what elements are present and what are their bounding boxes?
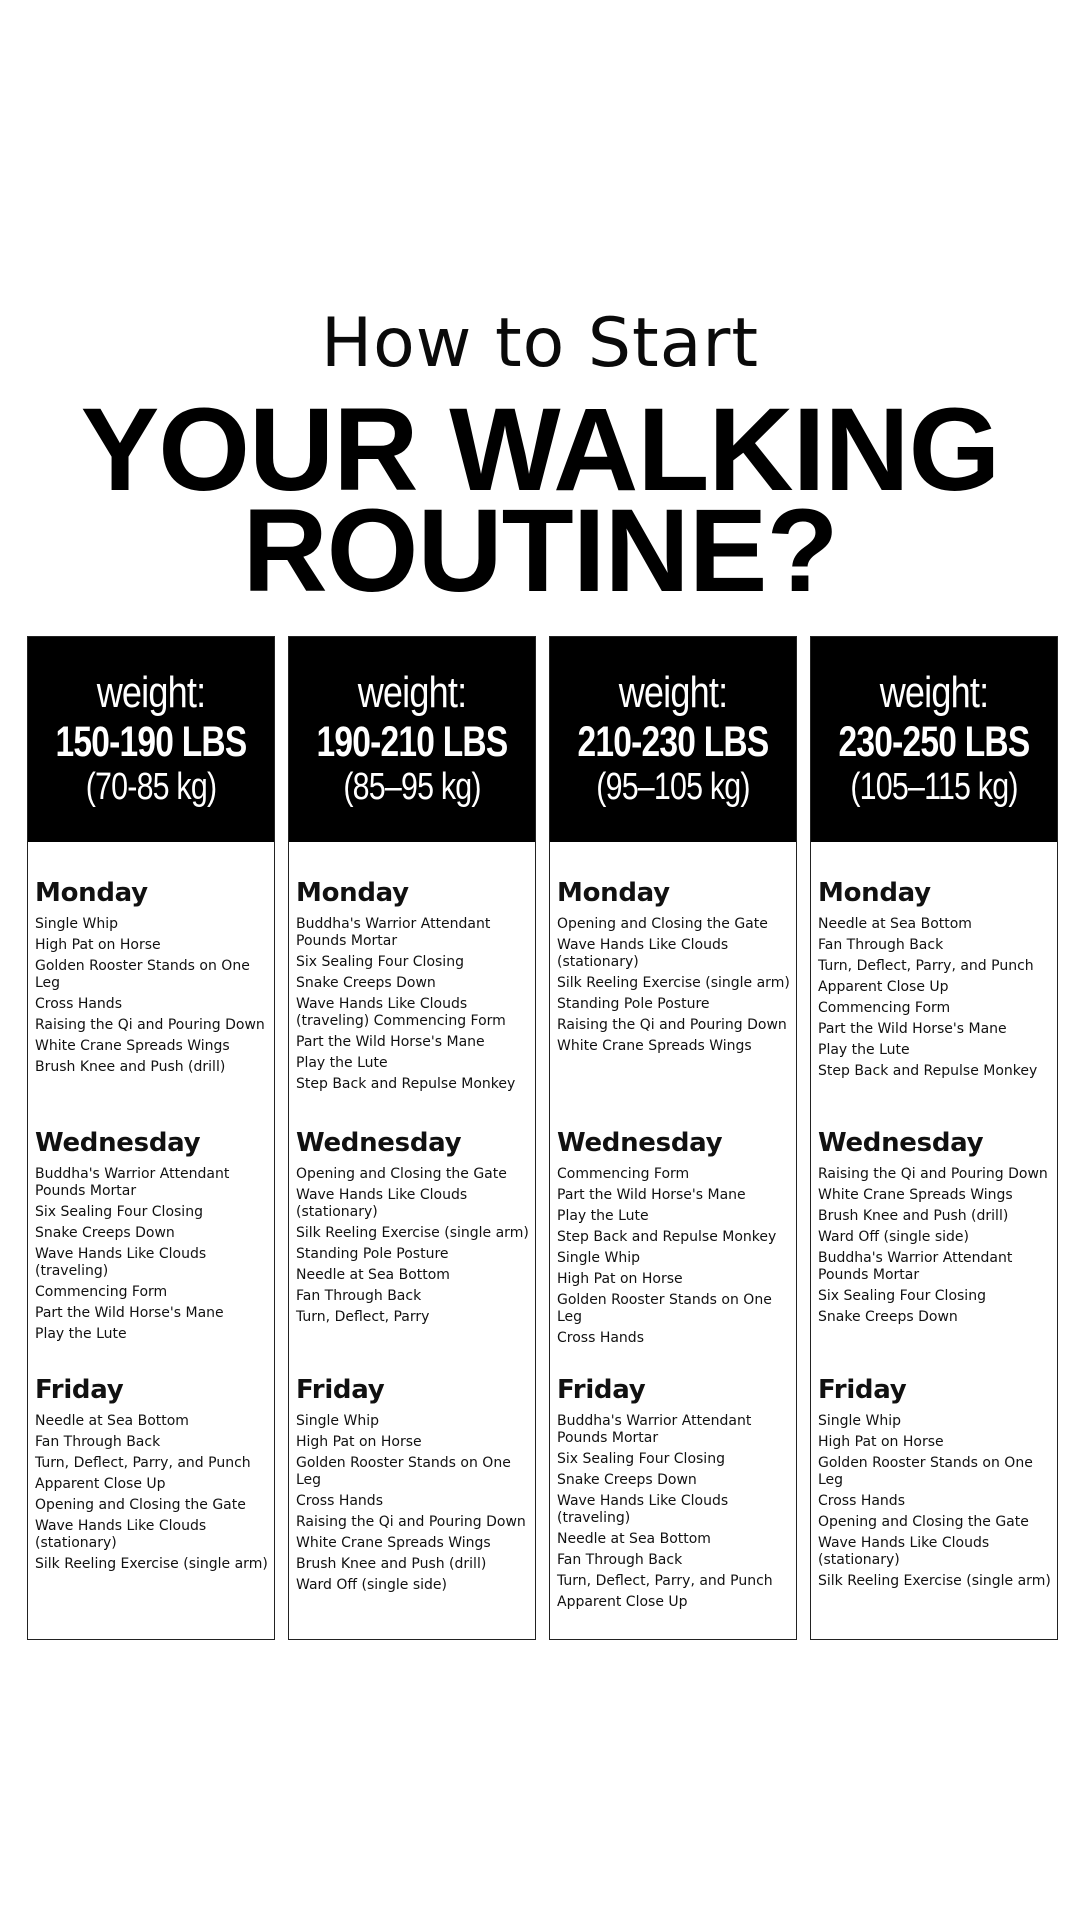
weight-column-header (289, 637, 535, 842)
page-title (0, 384, 1080, 618)
exercise-item: Apparent Close Up (35, 1476, 166, 1492)
weight-label: weight: (357, 668, 467, 717)
weight-label: weight: (879, 668, 989, 717)
exercise-item: Ward Off (single side) (818, 1229, 969, 1245)
exercise-item: Wave Hands Like Clouds (traveling) Commencing Form (296, 996, 506, 1029)
weight-kg: (105–115 kg) (850, 766, 1018, 808)
day-title: Friday (557, 1375, 646, 1405)
exercise-item: Part the Wild Horse's Mane (818, 1021, 1007, 1037)
exercise-item: Golden Rooster Stands on One Leg (296, 1455, 511, 1488)
exercise-item: Raising the Qi and Pouring Down (557, 1017, 787, 1033)
exercise-item: Buddha's Warrior Attendant Pounds Mortar (35, 1166, 230, 1199)
exercise-item: Raising the Qi and Pouring Down (296, 1514, 526, 1530)
monday-section (557, 880, 793, 1059)
exercise-list (818, 1166, 1054, 1326)
friday-section (296, 1377, 532, 1598)
weight-label: weight: (618, 668, 728, 717)
weight-column-body (289, 842, 535, 1640)
page-title-line-2: ROUTINE? (242, 485, 838, 618)
page-title-line-1: YOUR WALKING (80, 384, 1000, 516)
exercise-item: Buddha's Warrior Attendant Pounds Mortar (818, 1250, 1013, 1283)
exercise-item: Commencing Form (35, 1284, 168, 1300)
day-title: Friday (296, 1375, 385, 1405)
day-title: Wednesday (35, 1128, 201, 1158)
exercise-item: Six Sealing Four Closing (296, 954, 464, 970)
header (0, 304, 1080, 618)
exercise-item: White Crane Spreads Wings (35, 1038, 230, 1054)
exercise-item: High Pat on Horse (818, 1434, 944, 1450)
exercise-item: White Crane Spreads Wings (296, 1535, 491, 1551)
exercise-item: Golden Rooster Stands on One Leg (35, 958, 250, 991)
exercise-item: Cross Hands (35, 996, 122, 1012)
exercise-item: Wave Hands Like Clouds (traveling) (35, 1246, 207, 1279)
exercise-item: Fan Through Back (818, 937, 944, 953)
exercise-item: Raising the Qi and Pouring Down (35, 1017, 265, 1033)
exercise-item: Single Whip (818, 1413, 901, 1429)
exercise-item: Six Sealing Four Closing (557, 1451, 725, 1467)
monday-section (35, 880, 271, 1080)
weight-column-body (811, 842, 1057, 1640)
exercise-item: Single Whip (557, 1250, 640, 1266)
weight-lbs: 190-210 LBS (316, 718, 508, 766)
page-subtitle: How to Start (321, 304, 759, 383)
exercise-item: Opening and Closing the Gate (35, 1497, 246, 1513)
exercise-list (818, 1413, 1054, 1590)
exercise-item: High Pat on Horse (35, 937, 161, 953)
exercise-list (35, 1413, 271, 1573)
exercise-item: Play the Lute (818, 1042, 910, 1058)
exercise-item: Single Whip (35, 916, 118, 932)
wednesday-section (296, 1130, 532, 1330)
exercise-item: Apparent Close Up (818, 979, 949, 995)
exercise-item: Wave Hands Like Clouds (stationary) (557, 937, 729, 970)
friday-section (818, 1377, 1054, 1594)
exercise-list (557, 916, 793, 1055)
weight-columns (27, 636, 1059, 1640)
exercise-list (296, 1413, 532, 1594)
exercise-item: Cross Hands (818, 1493, 905, 1509)
exercise-item: White Crane Spreads Wings (818, 1187, 1013, 1203)
exercise-item: Snake Creeps Down (296, 975, 436, 991)
weight-kg: (95–105 kg) (596, 766, 750, 808)
day-title: Monday (35, 878, 148, 908)
exercise-item: Fan Through Back (35, 1434, 161, 1450)
weight-column-body (550, 842, 796, 1640)
exercise-item: Commencing Form (557, 1166, 690, 1182)
weight-column (288, 636, 536, 1640)
weight-label: weight: (96, 668, 206, 717)
exercise-item: Golden Rooster Stands on One Leg (557, 1292, 772, 1325)
weight-column-header (550, 637, 796, 842)
exercise-item: Snake Creeps Down (557, 1472, 697, 1488)
exercise-item: Part the Wild Horse's Mane (35, 1305, 224, 1321)
weight-column (810, 636, 1058, 1640)
exercise-item: White Crane Spreads Wings (557, 1038, 752, 1054)
exercise-item: Brush Knee and Push (drill) (35, 1059, 226, 1075)
exercise-list (818, 916, 1054, 1080)
exercise-item: Turn, Deflect, Parry (296, 1309, 430, 1325)
exercise-item: Cross Hands (557, 1330, 644, 1346)
weight-kg: (70-85 kg) (85, 766, 217, 808)
monday-section (818, 880, 1054, 1084)
exercise-item: Turn, Deflect, Parry, and Punch (557, 1573, 773, 1589)
exercise-item: Turn, Deflect, Parry, and Punch (818, 958, 1034, 974)
exercise-item: Turn, Deflect, Parry, and Punch (35, 1455, 251, 1471)
exercise-item: Step Back and Repulse Monkey (818, 1063, 1038, 1079)
exercise-item: Snake Creeps Down (35, 1225, 175, 1241)
exercise-item: Apparent Close Up (557, 1594, 688, 1610)
day-title: Monday (557, 878, 670, 908)
exercise-item: Six Sealing Four Closing (35, 1204, 203, 1220)
weight-column-body (28, 842, 274, 1640)
friday-section (35, 1377, 271, 1577)
weight-column (27, 636, 275, 1640)
exercise-item: Fan Through Back (296, 1288, 422, 1304)
exercise-item: Step Back and Repulse Monkey (296, 1076, 516, 1092)
exercise-item: Part the Wild Horse's Mane (557, 1187, 746, 1203)
exercise-item: Ward Off (single side) (296, 1577, 447, 1593)
exercise-item: Buddha's Warrior Attendant Pounds Mortar (296, 916, 491, 949)
exercise-item: Six Sealing Four Closing (818, 1288, 986, 1304)
exercise-item: Fan Through Back (557, 1552, 683, 1568)
exercise-item: Part the Wild Horse's Mane (296, 1034, 485, 1050)
exercise-item: Standing Pole Posture (557, 996, 710, 1012)
exercise-item: Silk Reeling Exercise (single arm) (557, 975, 790, 991)
weight-column-header (811, 637, 1057, 842)
day-title: Friday (35, 1375, 124, 1405)
exercise-list (296, 1166, 532, 1326)
exercise-list (35, 916, 271, 1076)
wednesday-section (557, 1130, 793, 1351)
exercise-item: Wave Hands Like Clouds (traveling) (557, 1493, 729, 1526)
exercise-item: Wave Hands Like Clouds (stationary) (818, 1535, 990, 1568)
exercise-item: Opening and Closing the Gate (296, 1166, 507, 1182)
exercise-item: Raising the Qi and Pouring Down (818, 1166, 1048, 1182)
exercise-item: Needle at Sea Bottom (35, 1413, 189, 1429)
exercise-item: High Pat on Horse (557, 1271, 683, 1287)
day-title: Monday (296, 878, 409, 908)
exercise-item: Standing Pole Posture (296, 1246, 449, 1262)
exercise-item: Needle at Sea Bottom (818, 916, 972, 932)
exercise-item: Silk Reeling Exercise (single arm) (296, 1225, 529, 1241)
exercise-item: Snake Creeps Down (818, 1309, 958, 1325)
exercise-item: Opening and Closing the Gate (818, 1514, 1029, 1530)
weight-kg: (85–95 kg) (343, 766, 481, 808)
exercise-list (557, 1413, 793, 1611)
exercise-item: Cross Hands (296, 1493, 383, 1509)
exercise-item: Play the Lute (296, 1055, 388, 1071)
exercise-item: Wave Hands Like Clouds (stationary) (296, 1187, 468, 1220)
day-title: Monday (818, 878, 931, 908)
weight-column-header (28, 637, 274, 842)
exercise-item: Brush Knee and Push (drill) (818, 1208, 1009, 1224)
exercise-item: Commencing Form (818, 1000, 951, 1016)
exercise-item: Buddha's Warrior Attendant Pounds Mortar (557, 1413, 752, 1446)
friday-section (557, 1377, 793, 1615)
exercise-item: Brush Knee and Push (drill) (296, 1556, 487, 1572)
exercise-item: Opening and Closing the Gate (557, 916, 768, 932)
weight-lbs: 210-230 LBS (577, 718, 769, 766)
wednesday-section (35, 1130, 271, 1347)
exercise-list (35, 1166, 271, 1343)
exercise-list (557, 1166, 793, 1347)
exercise-item: Wave Hands Like Clouds (stationary) (35, 1518, 207, 1551)
weight-lbs: 150-190 LBS (55, 718, 247, 766)
exercise-item: Needle at Sea Bottom (296, 1267, 450, 1283)
exercise-item: Play the Lute (35, 1326, 127, 1342)
day-title: Wednesday (296, 1128, 462, 1158)
exercise-item: Golden Rooster Stands on One Leg (818, 1455, 1033, 1488)
exercise-item: Single Whip (296, 1413, 379, 1429)
monday-section (296, 880, 532, 1097)
day-title: Friday (818, 1375, 907, 1405)
exercise-item: Silk Reeling Exercise (single arm) (818, 1573, 1051, 1589)
exercise-item: High Pat on Horse (296, 1434, 422, 1450)
exercise-list (296, 916, 532, 1093)
day-title: Wednesday (557, 1128, 723, 1158)
weight-lbs: 230-250 LBS (838, 718, 1030, 766)
exercise-item: Needle at Sea Bottom (557, 1531, 711, 1547)
exercise-item: Silk Reeling Exercise (single arm) (35, 1556, 268, 1572)
exercise-item: Step Back and Repulse Monkey (557, 1229, 777, 1245)
wednesday-section (818, 1130, 1054, 1330)
day-title: Wednesday (818, 1128, 984, 1158)
weight-column (549, 636, 797, 1640)
exercise-item: Play the Lute (557, 1208, 649, 1224)
